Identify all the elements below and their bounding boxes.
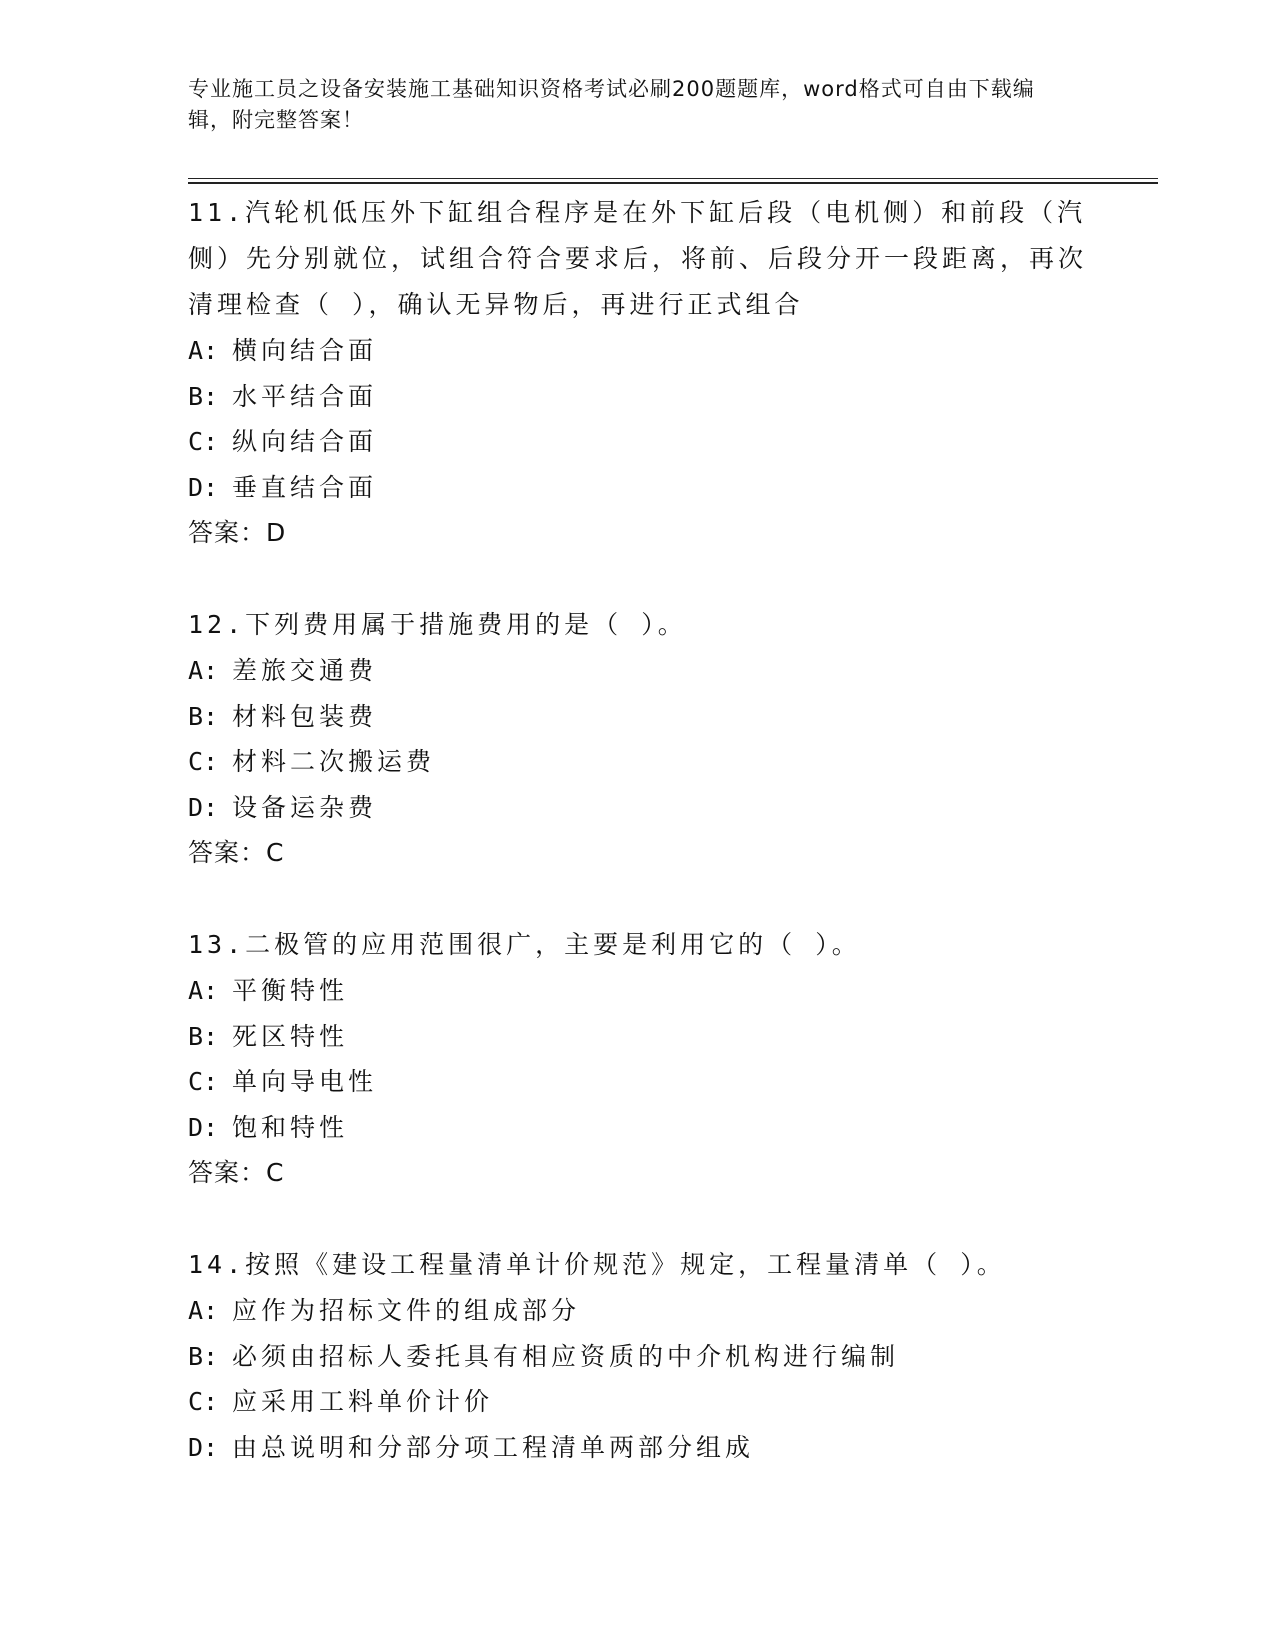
option-text: 材料二次搬运费 (232, 747, 436, 776)
option-c (188, 1059, 1088, 1105)
option-letter: C: (188, 747, 219, 776)
option-text: 单向导电性 (232, 1067, 378, 1096)
option-letter: B: (188, 381, 219, 411)
option-letter: C: (188, 427, 219, 456)
option-a (188, 328, 1088, 374)
option-d (188, 1105, 1088, 1151)
option-d (188, 1425, 1088, 1471)
option-letter: D: (188, 1112, 219, 1142)
option-b (188, 374, 1088, 420)
option-a (188, 1288, 1088, 1334)
option-letter: B: (188, 701, 219, 731)
option-letter: C: (188, 1387, 219, 1416)
option-text: 饱和特性 (232, 1112, 349, 1142)
option-text: 纵向结合面 (232, 427, 378, 456)
option-letter: A: (188, 1296, 219, 1325)
option-c (188, 419, 1088, 465)
option-text: 设备运杂费 (232, 792, 378, 822)
answer-line: 答案：D (188, 518, 287, 547)
option-letter: A: (188, 656, 219, 685)
option-a (188, 968, 1088, 1014)
option-d (188, 465, 1088, 511)
option-d (188, 785, 1088, 831)
option-letter: D: (188, 1432, 219, 1462)
option-letter: A: (188, 976, 219, 1005)
option-b (188, 1334, 1088, 1380)
option-text: 应采用工料单价计价 (232, 1387, 494, 1416)
option-text: 材料包装费 (232, 701, 378, 731)
document-header: 专业施工员之设备安装施工基础知识资格考试必刷200题题库，word格式可自由下载编辑，附完整答案！ (188, 77, 1035, 132)
option-text: 必须由招标人委托具有相应资质的中介机构进行编制 (232, 1341, 900, 1371)
option-text: 死区特性 (232, 1021, 349, 1051)
question-stem: 13.二极管的应用范围很广，主要是利用它的（ ）。 (188, 930, 861, 959)
answer-line: 答案：C (188, 838, 285, 867)
question-11 (188, 190, 1088, 556)
option-text: 差旅交通费 (232, 656, 378, 685)
option-letter: B: (188, 1021, 219, 1051)
question-12 (188, 602, 1088, 876)
option-letter: D: (188, 472, 219, 502)
question-stem: 11.汽轮机低压外下缸组合程序是在外下缸后段（电机侧）和前段（汽侧）先分别就位，试组合符合要求后，将前、后段分开一段距离，再次清理检查（ ），确认无异物后，再进行正式组合 (188, 198, 1088, 319)
option-a (188, 648, 1088, 694)
question-list (188, 190, 1088, 1516)
question-14 (188, 1242, 1088, 1470)
answer-line: 答案：C (188, 1158, 285, 1187)
option-c (188, 739, 1088, 785)
question-stem: 14.按照《建设工程量清单计价规范》规定，工程量清单（ ）。 (188, 1250, 1006, 1279)
option-letter: B: (188, 1341, 219, 1371)
header-divider-thin (188, 178, 1158, 179)
option-letter: D: (188, 792, 219, 822)
option-c (188, 1379, 1088, 1425)
header-divider-thick (188, 182, 1158, 184)
option-text: 横向结合面 (232, 336, 378, 365)
question-stem: 12.下列费用属于措施费用的是（ ）。 (188, 610, 687, 639)
option-text: 平衡特性 (232, 976, 349, 1005)
option-text: 应作为招标文件的组成部分 (232, 1296, 581, 1325)
option-letter: A: (188, 336, 219, 365)
option-letter: C: (188, 1067, 219, 1096)
option-b (188, 1014, 1088, 1060)
option-b (188, 694, 1088, 740)
option-text: 水平结合面 (232, 381, 378, 411)
option-text: 由总说明和分部分项工程清单两部分组成 (232, 1432, 755, 1462)
question-13 (188, 922, 1088, 1196)
option-text: 垂直结合面 (232, 472, 378, 502)
